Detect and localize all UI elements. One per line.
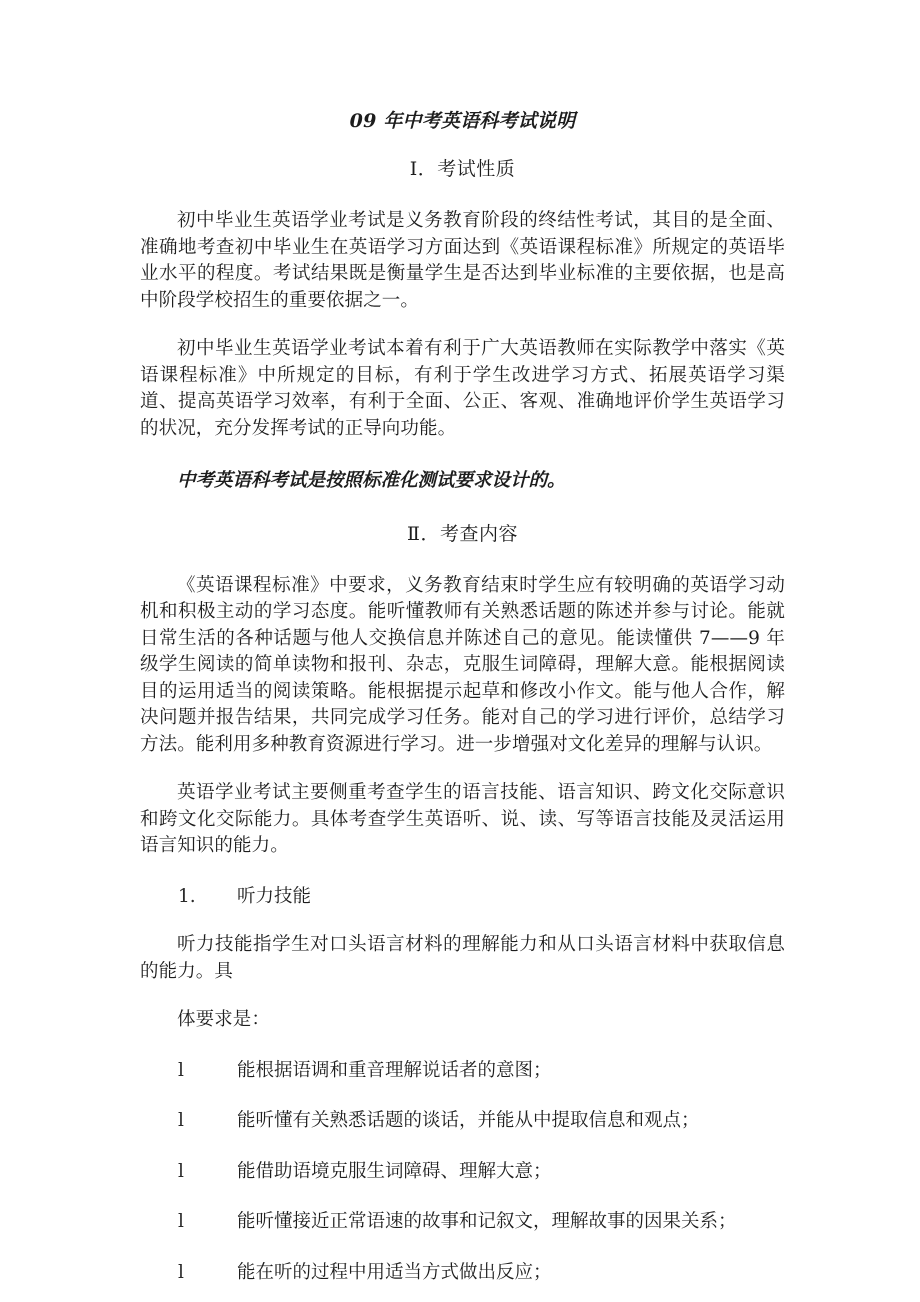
list-item-label: 能听懂接近正常语速的故事和记叙文，理解故事的因果关系； (237, 1211, 737, 1232)
bullet-icon: l (178, 1160, 184, 1182)
list-item-label: 能在听的过程中用适当方式做出反应； (237, 1261, 552, 1283)
list-item-label: 能听懂有关熟悉话题的谈话，并能从中提取信息和观点； (237, 1110, 700, 1131)
subsection-title: 听力技能 (237, 885, 312, 907)
list-item-label: 能借助语境克服生词障碍、理解大意； (237, 1160, 552, 1182)
section-one-paragraph-1: 初中毕业生英语学业考试是义务教育阶段的终结性考试，其目的是全面、准确地考查初中毕业生在英语学习方面达到《英语课程标准》所规定的英语毕业水平的程度。考试结果既是衡量学生是否达到毕业标准的主要依据，也是高中阶段学校招生的重要依据之一。 (140, 210, 785, 311)
list-item-label: 能根据语调和重音理解说话者的意图； (237, 1059, 552, 1081)
section-two-paragraph-1: 《英语课程标准》中要求，义务教育结束时学生应有较明确的英语学习动机和积极主动的学习态度。能听懂教师有关熟悉话题的陈述并参与讨论。能就日常生活的各种话题与他人交换信息并陈述自己的意见。能读懂供 7——9 年级学生阅读的简单读物和报刊、杂志，克服生词障碍，理解大意。能根据阅读目的运用适当的阅读策略。能根据提示起草和修改小作文。能与他人合作，解决问题并报告结果，共同完成学习任务。能对自己的学习进行评价，总结学习方法。能利用多种教育资源进行学习。进一步增强对文化差异的理解与认识。 (140, 574, 785, 755)
document-title: 09 年中考英语科考试说明 (349, 110, 576, 132)
page-content (140, 0, 785, 1286)
bullet-icon: l (178, 1059, 184, 1081)
subsection-paragraph: 听力技能指学生对口头语言材料的理解能力和从口头语言材料中获取信息的能力。具 (140, 934, 785, 982)
list-item (140, 1236, 785, 1287)
subsection-listening-skills (140, 860, 785, 911)
subsection-number: 1. (178, 885, 196, 907)
list-item (140, 1135, 785, 1186)
bullet-icon: l (178, 1110, 184, 1131)
bullet-icon: l (178, 1211, 184, 1232)
list-item (140, 1185, 785, 1236)
bullet-icon: l (178, 1261, 184, 1283)
section-heading-two: Ⅱ．考查内容 (407, 522, 518, 545)
section-one-emphasis: 中考英语科考试是按照标准化测试要求设计的。 (177, 470, 566, 491)
list-item (140, 1084, 785, 1135)
list-item (140, 1034, 785, 1085)
section-heading-one: Ⅰ．考试性质 (409, 158, 516, 180)
section-one-paragraph-2: 初中毕业生英语学业考试本着有利于广大英语教师在实际教学中落实《英语课程标准》中所规定的目标，有利于学生改进学习方式、拓展英语学习渠道、提高英语学习效率，有利于全面、公正、客观、准确地评价学生英语学习的状况，充分发挥考试的正导向功能。 (140, 338, 785, 439)
subsection-lead-in: 体要求是： (177, 1009, 271, 1030)
section-two-paragraph-2: 英语学业考试主要侧重考查学生的语言技能、语言知识、跨文化交际意识和跨文化交际能力。具体考查学生英语听、说、读、写等语言技能及灵活运用语言知识的能力。 (140, 782, 785, 856)
